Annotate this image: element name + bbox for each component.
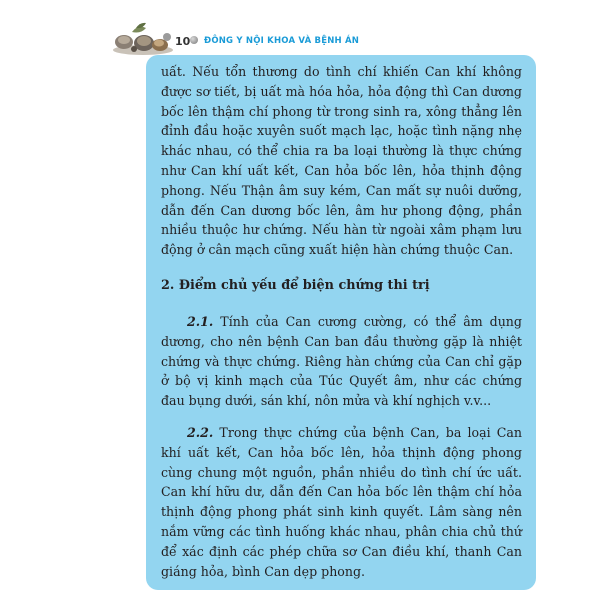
herbal-ingredients-illustration: [112, 22, 174, 56]
point-2-1-text: Tính của Can cương cường, có thể âm dụng dương, cho nên bệnh Can ban đầu thường gặp là nhiệt chứng và thực chứng. Riêng hàn chứng của Can chỉ gặp ở bộ vị kinh mạch của Túc Quyết âm, như các chứng đau bụng dưới, sán khí, nôn mửa và khí nghịch v.v...: [161, 313, 522, 409]
point-2-2-number: 2.2.: [187, 424, 214, 440]
page-header: [112, 22, 532, 56]
point-2-1-number: 2.1.: [187, 313, 214, 329]
content-panel: [146, 55, 536, 590]
point-2-1-paragraph: [161, 312, 522, 411]
book-title: ĐÔNG Y NỘI KHOA VÀ BỆNH ÁN: [204, 36, 360, 46]
page-number: 10: [175, 35, 191, 48]
intro-paragraph: uất. Nếu tổn thương do tình chí khiến Can khí không được sơ tiết, bị uất mà hóa hỏa, hỏa động thì Can dương bốc lên thậm chí phong từ trong sinh ra, xông thẳng lên đỉnh đầu hoặc xuyên suốt mạch lạc, hoặc tình nặng nhẹ khác nhau, có thể chia ra ba loại thường là thực chứng như Can khí uất kết, Can hỏa bốc lên, hỏa thịnh động phong. Nếu Thận âm suy kém, Can mất sự nuôi dưỡng, dẫn đến Can dương bốc lên, âm hư phong động, phần nhiều thuộc hư chứng. Nếu hàn từ ngoài xâm phạm lưu động ở cân mạch cũng xuất hiện hàn chứng thuộc Can.: [161, 64, 522, 258]
section-heading: 2. Điểm chủ yếu để biện chứng thi trị: [161, 277, 430, 293]
point-2-2-paragraph: [161, 423, 522, 581]
bullet-dot-icon: [190, 36, 198, 44]
point-2-2-text: Trong thực chứng của bệnh Can, ba loại Can khí uất kết, Can hỏa bốc lên, hỏa thịnh động phong cùng chung một nguồn, phần nhiều do tình chí ức uất. Can khí hữu dư, dẫn đến Can hỏa bốc lên thậm chí hỏa thịnh động phong phát sinh kinh quyết. Lâm sàng nên nắm vững các tình huống khác nhau, phân chia chủ thứ để xác định các phép chữa sơ Can điều khí, thanh Can giáng hỏa, bình Can dẹp phong.: [161, 424, 522, 579]
